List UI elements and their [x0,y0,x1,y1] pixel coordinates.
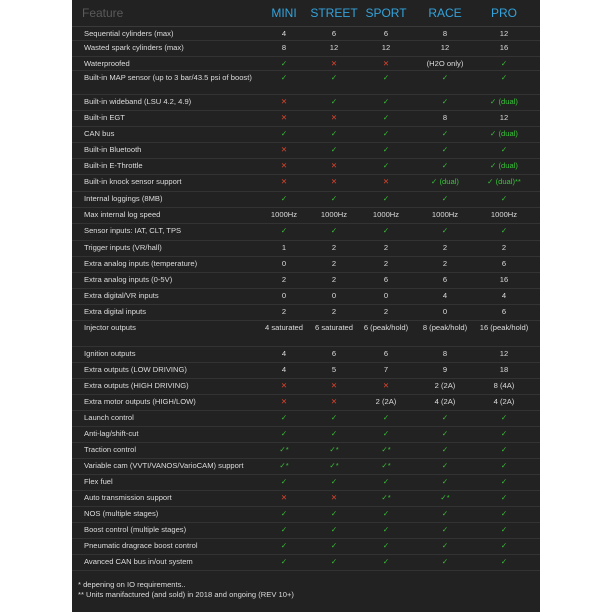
tier-value-sport: ✓* [381,461,391,470]
feature-label: Extra outputs (HIGH DRIVING) [84,381,189,390]
tier-value-pro: 16 (peak/hold) [479,323,529,332]
tier-value-pro: ✓ [500,194,508,203]
tier-value-pro: ✓ [500,477,508,486]
tier-value-street: 2 [331,307,337,316]
feature-label: Extra digital/VR inputs [84,291,159,300]
tier-value-street: ✓ [330,557,338,566]
table-row [72,56,540,71]
table-row [72,207,540,224]
tier-value-race: ✓ [441,145,449,154]
tier-value-street: ✕ [330,161,338,170]
table-row [72,522,540,539]
tier-value-street: 12 [329,43,339,52]
feature-label: Avanced CAN bus in/out system [84,557,193,566]
table-row [72,538,540,555]
tier-value-pro: 1000Hz [490,210,518,219]
tier-value-sport: ✓ [382,477,390,486]
tier-header-sport: SPORT [365,6,407,20]
tier-value-mini: ✓ [280,226,288,235]
tier-value-sport: ✕ [382,381,390,390]
tier-value-street: 0 [331,291,337,300]
tier-value-pro: 4 (2A) [493,397,515,406]
tier-value-race: ✓ [441,445,449,454]
tier-value-race: ✓ [441,477,449,486]
tier-value-mini: 2 [281,307,287,316]
tier-value-street: ✕ [330,113,338,122]
table-row [72,26,540,41]
tier-value-sport: ✓ [382,161,390,170]
tier-value-sport: ✓ [382,113,390,122]
table-row [72,304,540,321]
tier-value-mini: 4 [281,29,287,38]
tier-value-race: 8 [442,29,448,38]
tier-value-street: ✓ [330,477,338,486]
tier-value-mini: ✓ [280,194,288,203]
tier-header-pro: PRO [490,6,517,20]
table-row [72,240,540,257]
tier-value-sport: 2 (2A) [375,397,397,406]
tier-value-pro: 12 [499,113,509,122]
tier-value-pro: 6 [501,307,507,316]
tier-value-street: 1000Hz [320,210,348,219]
tier-value-mini: ✓ [280,73,288,82]
tier-value-mini: 1000Hz [270,210,298,219]
tier-value-pro: 2 [501,243,507,252]
tier-value-mini: ✓ [280,541,288,550]
tier-value-street: ✓ [330,541,338,550]
tier-value-mini: ✓ [280,509,288,518]
tier-value-mini: ✕ [280,161,288,170]
tier-value-mini: 4 [281,349,287,358]
tier-value-mini: ✕ [280,97,288,106]
tier-value-street: 6 [331,29,337,38]
tier-value-sport: ✓* [381,445,391,454]
tier-value-mini: 2 [281,275,287,284]
feature-label: Extra analog inputs (temperature) [84,259,198,268]
tier-value-mini: 4 saturated [265,323,303,332]
feature-label: Flex fuel [84,477,113,486]
table-row [72,158,540,175]
table-row [72,394,540,411]
table-row [72,490,540,507]
tier-value-mini: 0 [281,291,287,300]
feature-label: Injector outputs [84,323,136,332]
tier-value-race: 0 [442,307,448,316]
feature-label: Sensor inputs: IAT, CLT, TPS [84,226,182,235]
tier-value-street: ✓* [329,461,339,470]
feature-label: Ignition outputs [84,349,136,358]
footnote-2: ** Units manifactured (and sold) in 2018 and ongoing (REV 10+) [78,590,294,599]
table-row [72,474,540,491]
tier-value-race: 8 (peak/hold) [422,323,468,332]
tier-value-sport: ✓ [382,145,390,154]
tier-value-sport: ✕ [382,59,390,68]
tier-value-race: ✓* [440,493,450,502]
tier-value-pro: 16 [499,43,509,52]
tier-value-mini: ✕ [280,493,288,502]
tier-value-pro: 12 [499,29,509,38]
table-row [72,426,540,443]
tier-value-mini: ✓ [280,477,288,486]
tier-value-pro: ✓ (dual) [490,129,518,138]
footnotes [78,580,294,600]
feature-label: Trigger inputs (VR/hall) [84,243,162,252]
tier-value-race: ✓ [441,129,449,138]
feature-label: Extra outputs (LOW DRIVING) [84,365,187,374]
footnote-1: * depening on IO requirements.. [78,580,186,589]
tier-value-mini: ✕ [280,381,288,390]
tier-value-pro: ✓ [500,429,508,438]
tier-value-race: 4 [442,291,448,300]
feature-label: Sequential cylinders (max) [84,29,174,38]
feature-label: Built-in knock sensor support [84,177,182,186]
tier-value-mini: ✓ [280,429,288,438]
tier-value-mini: ✓* [279,461,289,470]
feature-label: Variable cam (VVTI/VANOS/VarioCAM) support [84,461,244,470]
table-row [72,378,540,395]
tier-value-race: 2 [442,259,448,268]
tier-value-race: 8 [442,349,448,358]
tier-header-race: RACE [428,6,462,20]
table-row [72,223,540,241]
tier-value-street: ✓ [330,429,338,438]
comparison-panel [72,0,540,612]
tier-value-race: ✓ [441,429,449,438]
tier-value-street: 6 saturated [315,323,353,332]
feature-column-header: Feature [82,6,124,20]
table-row [72,288,540,305]
table-row [72,40,540,57]
tier-value-sport: ✓ [382,541,390,550]
tier-value-sport: 6 [383,349,389,358]
tier-value-race: ✓ [441,461,449,470]
tier-value-street: ✓ [330,509,338,518]
tier-value-race: ✓ [441,194,449,203]
feature-label: Max internal log speed [84,210,161,219]
tier-value-mini: ✓ [280,557,288,566]
tier-header-street: STREET [310,6,358,20]
tier-value-sport: 12 [381,43,391,52]
tier-value-sport: ✕ [382,177,390,186]
table-row [72,94,540,111]
tier-value-race: ✓ [441,73,449,82]
tier-value-race: ✓ [441,161,449,170]
tier-value-sport: 2 [383,243,389,252]
tier-value-pro: 4 [501,291,507,300]
tier-value-race: 8 [442,113,448,122]
tier-value-mini: 1 [281,243,287,252]
table-row [72,256,540,273]
tier-value-sport: 7 [383,365,389,374]
table-row [72,191,540,208]
table-row [72,320,540,347]
tier-value-street: ✓ [330,525,338,534]
tier-value-street: ✓ [330,413,338,422]
feature-label: Wasted spark cylinders (max) [84,43,184,52]
tier-value-mini: ✓ [280,59,288,68]
feature-label: Extra motor outputs (HIGH/LOW) [84,397,196,406]
feature-label: Built-in MAP sensor (up to 3 bar/43.5 psi of boost) [84,73,252,82]
tier-value-mini: ✕ [280,177,288,186]
feature-label: Extra analog inputs (0-5V) [84,275,173,284]
tier-value-sport: 2 [383,307,389,316]
tier-value-mini: 0 [281,259,287,268]
feature-label: Traction control [84,445,137,454]
tier-value-street: 2 [331,275,337,284]
tier-value-race: ✓ [441,97,449,106]
tier-value-pro: ✓ [500,59,508,68]
tier-value-race: 2 [442,243,448,252]
tier-value-sport: ✓ [382,429,390,438]
tier-value-street: 6 [331,349,337,358]
tier-value-race: ✓ (dual) [431,177,459,186]
feature-label: Extra digital inputs [84,307,147,316]
tier-value-pro: 8 (4A) [493,381,515,390]
tier-value-sport: ✓ [382,509,390,518]
tier-value-race: 12 [440,43,450,52]
tier-value-mini: ✓ [280,413,288,422]
tier-value-pro: ✓ [500,145,508,154]
feature-label: Built-in Bluetooth [84,145,142,154]
tier-value-pro: ✓ [500,541,508,550]
table-row [72,110,540,127]
tier-value-sport: ✓ [382,557,390,566]
tier-value-street: ✓ [330,97,338,106]
tier-value-race: ✓ [441,226,449,235]
tier-value-pro: 18 [499,365,509,374]
tier-value-pro: ✓ [500,557,508,566]
tier-value-pro: ✓ [500,73,508,82]
tier-value-race: 6 [442,275,448,284]
feature-label: Anti-lag/shift-cut [84,429,139,438]
tier-value-street: ✕ [330,397,338,406]
table-row [72,174,540,192]
tier-value-street: ✓* [329,445,339,454]
tier-value-sport: 2 [383,259,389,268]
tier-value-race: 9 [442,365,448,374]
tier-value-street: ✓ [330,73,338,82]
tier-value-pro: ✓ [500,413,508,422]
tier-value-sport: ✓ [382,525,390,534]
tier-value-mini: ✕ [280,145,288,154]
tier-value-pro: ✓ [500,226,508,235]
tier-value-sport: ✓ [382,97,390,106]
tier-value-pro: ✓ (dual) [490,161,518,170]
tier-value-race: ✓ [441,509,449,518]
tier-value-sport: 6 [383,275,389,284]
tier-value-sport: 1000Hz [372,210,400,219]
feature-label: Built-in E-Throttle [84,161,143,170]
tier-value-street: ✕ [330,381,338,390]
tier-value-mini: 4 [281,365,287,374]
tier-value-street: ✕ [330,59,338,68]
table-row [72,126,540,143]
tier-value-sport: ✓ [382,226,390,235]
tier-value-pro: 16 [499,275,509,284]
tier-value-pro: ✓ [500,461,508,470]
tier-value-sport: ✓ [382,73,390,82]
feature-label: Launch control [84,413,134,422]
tier-value-sport: ✓ [382,194,390,203]
tier-value-race: 2 (2A) [434,381,456,390]
tier-value-race: ✓ [441,557,449,566]
table-row [72,458,540,475]
tier-value-street: ✓ [330,194,338,203]
tier-value-street: 2 [331,259,337,268]
feature-label: Built-in wideband (LSU 4.2, 4.9) [84,97,192,106]
tier-value-mini: ✓ [280,525,288,534]
feature-label: Boost control (multiple stages) [84,525,187,534]
tier-value-pro: 6 [501,259,507,268]
feature-label: CAN bus [84,129,115,138]
tier-value-street: ✓ [330,129,338,138]
tier-value-mini: ✓ [280,129,288,138]
feature-label: Built-in EGT [84,113,125,122]
tier-value-race: ✓ [441,525,449,534]
tier-value-sport: ✓* [381,493,391,502]
table-header [72,0,540,27]
tier-value-race: (H2O only) [426,59,464,68]
feature-label: NOS (multiple stages) [84,509,159,518]
table-row [72,346,540,363]
tier-value-mini: ✕ [280,397,288,406]
feature-label: Waterproofed [84,59,130,68]
tier-value-race: 4 (2A) [434,397,456,406]
table-row [72,272,540,289]
tier-value-sport: 0 [383,291,389,300]
table-row [72,506,540,523]
tier-value-street: ✕ [330,493,338,502]
tier-value-pro: ✓ [500,525,508,534]
tier-value-mini: ✓* [279,445,289,454]
tier-value-mini: ✕ [280,113,288,122]
tier-value-pro: ✓ [500,445,508,454]
tier-value-pro: ✓ [500,509,508,518]
tier-value-sport: 6 (peak/hold) [363,323,409,332]
table-row [72,362,540,379]
tier-value-race: 1000Hz [431,210,459,219]
tier-value-pro: ✓ (dual) [490,97,518,106]
tier-value-sport: ✓ [382,413,390,422]
tier-value-race: ✓ [441,541,449,550]
table-row [72,70,540,95]
table-row [72,554,540,571]
tier-value-street: 2 [331,243,337,252]
tier-value-street: 5 [331,365,337,374]
tier-value-pro: 12 [499,349,509,358]
tier-value-street: ✕ [330,177,338,186]
tier-value-sport: ✓ [382,129,390,138]
tier-value-street: ✓ [330,226,338,235]
tier-value-sport: 6 [383,29,389,38]
tier-value-race: ✓ [441,413,449,422]
feature-label: Pneumatic dragrace boost control [84,541,198,550]
tier-header-mini: MINI [271,6,297,20]
tier-value-pro: ✓ (dual)** [487,177,521,186]
table-row [72,442,540,459]
tier-value-mini: 8 [281,43,287,52]
table-row [72,142,540,159]
tier-value-street: ✓ [330,145,338,154]
tier-value-pro: ✓ [500,493,508,502]
feature-label: Internal loggings (8MB) [84,194,163,203]
table-row [72,410,540,427]
feature-label: Auto transmission support [84,493,172,502]
